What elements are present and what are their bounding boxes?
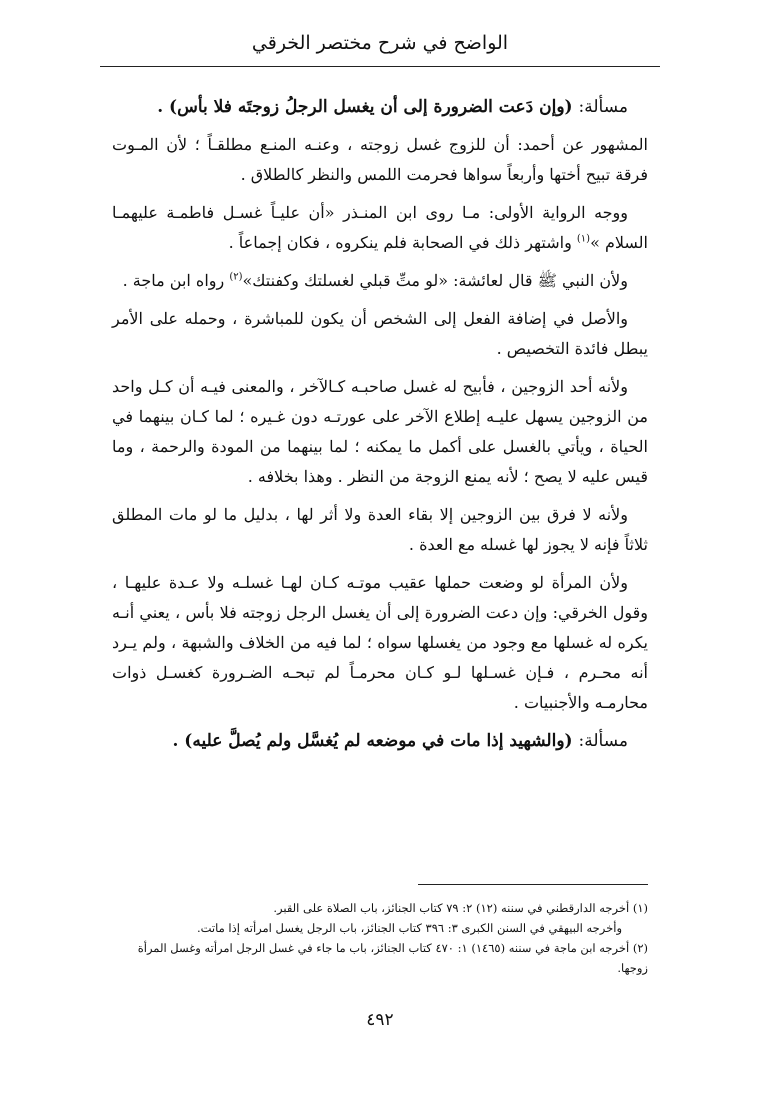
footnote: وأخرجه البيهقي في السنن الكبرى ٣: ٣٩٦ كتاب الجنائز، باب الرجل يغسل امرأته إذا ماتت. bbox=[196, 921, 622, 935]
paragraph: ولأنه لا فرق بين الزوجين إلا بقاء العدة ولا أثر لها ، بدليل ما لو مات المطلق ثلاثاً فإنه لا يجوز لها غسله مع العدة . bbox=[112, 505, 648, 554]
footnote: (١) أخرجه الدارقطني في سننه (١٢) ٢: ٧٩ كتاب الجنائز، باب الصلاة على القبر. bbox=[273, 901, 648, 915]
masala-statement: (وإن دَعت الضرورة إلى أن يغسل الرجلُ زوجتَه فلا بأس) . bbox=[157, 97, 573, 117]
paragraph: ولأن المرأة لو وضعت حملها عقيب موتـه كـان لهـا غسلـه ولا عـدة عليهـا ، وقول الخرقي: وإن دعت الضرورة إلى أن يغسل الرجل زوجته فلا بأس ، يعني أنـه يكره له غسلها مع وجود من يغسلها سواه ؛ لما فيه من الخلاف والشبهة ، ولم يـرد أنه محـرم ، فـإن غسـلها لـو كـان محرمـاً لم تبحـه الضـرورة كغسـل ذوات محارمـه والأجنبيات . bbox=[112, 573, 648, 712]
footnote: (٢) أخرجه ابن ماجة في سننه (١٤٦٥) ١: ٤٧٠ كتاب الجنائز، باب ما جاء في غسل الرجل امرأته وغسل المرأة زوجها. bbox=[137, 941, 648, 975]
footnote-ref: (٢) bbox=[229, 271, 243, 283]
footnote-divider bbox=[418, 884, 648, 885]
paragraph: ولأنه أحد الزوجين ، فأبيح له غسل صاحبـه كـالآخر ، والمعنى فيـه أن كـل واحد من الزوجين يسهل عليـه إطلاع الآخر على عورتـه دون غـيره ؛ لما كـان بينهما في الحياة ، ويأتي بالغسل على أكمل ما يمكنه ؛ لما بينهما من المودة والرحمة ، وما قيس عليه لا يصح ؛ لأنه يمنع الزوجة من النظر . وهذا بخلافه . bbox=[112, 377, 648, 486]
paragraph-text: ولأن النبي ﷺ قال لعائشة: «لو متِّ قبلي لغسلتك وكفنتك» bbox=[242, 271, 628, 290]
paragraph-text: واشتهر ذلك في الصحابة فلم ينكروه ، فكان إجماعاً . bbox=[228, 233, 572, 252]
masala-statement: (والشهيد إذا مات في موضعه لم يُغسَّل ولم يُصلَّ عليه) . bbox=[172, 731, 573, 751]
masala-heading-2 bbox=[112, 726, 648, 756]
main-text bbox=[112, 88, 648, 764]
paragraph-text: ووجه الرواية الأولى: مـا روى ابن المنـذر «أن عليـاً غسـل فاطمـة عليهمـا السلام » bbox=[112, 203, 648, 252]
page-number: ٤٩٢ bbox=[366, 1010, 394, 1030]
header-divider bbox=[100, 66, 660, 67]
paragraph bbox=[112, 198, 648, 258]
running-header: الواضح في شرح مختصر الخرقي bbox=[251, 32, 509, 54]
paragraph-text: رواه ابن ماجة . bbox=[122, 271, 225, 290]
masala-heading-1 bbox=[112, 92, 648, 122]
paragraph bbox=[112, 266, 648, 296]
footnotes bbox=[112, 898, 648, 978]
masala-label: مسألة: bbox=[578, 97, 628, 117]
masala-label: مسألة: bbox=[578, 731, 628, 751]
paragraph: والأصل في إضافة الفعل إلى الشخص أن يكون للمباشرة ، وحمله على الأمر يبطل فائدة التخصيص . bbox=[112, 309, 648, 358]
paragraph: المشهور عن أحمد: أن للزوج غسل زوجته ، وعنـه المنـع مطلقـاً ؛ لأن المـوت فرقة تبيح أختها وأربعاً سواها فحرمت اللمس والنظر كالطلاق . bbox=[112, 135, 648, 184]
footnote-ref: (١) bbox=[576, 233, 591, 245]
